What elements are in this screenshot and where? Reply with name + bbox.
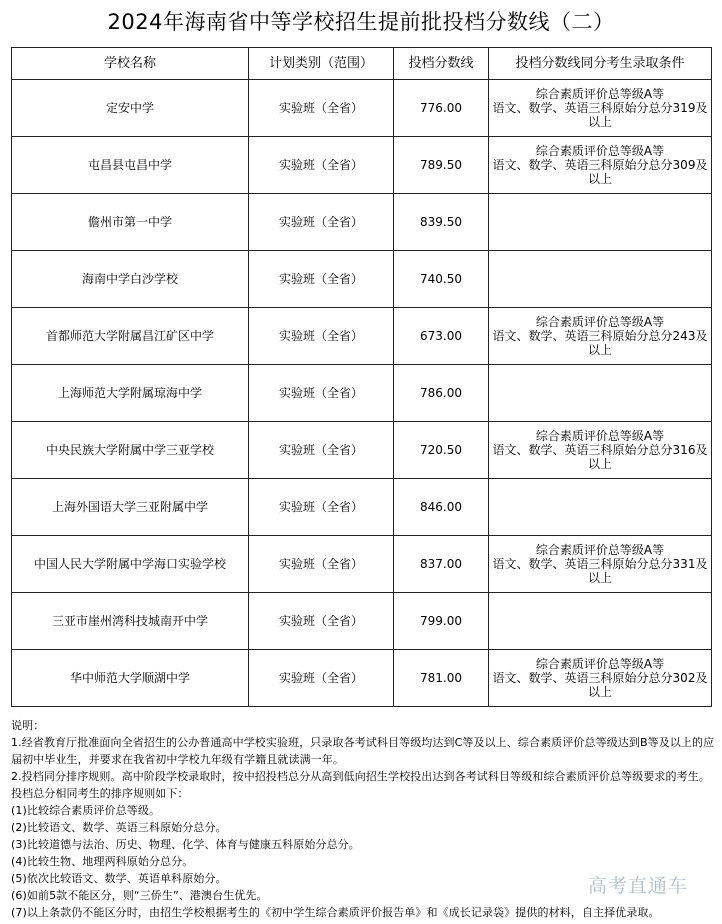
condition-cell [489,650,712,707]
table-row [12,593,712,650]
column-header-school: 学校名称 [12,48,249,80]
score-cell: 789.50 [394,137,489,194]
note-line: (6)如前5款不能区分，则“三侨生”、港澳台生优先。 [11,889,268,902]
school-name-cell: 中央民族大学附属中学三亚学校 [12,422,249,479]
condition-cell [489,365,712,422]
watermark-text: 高考直通车 [588,875,689,897]
school-name-cell: 华中师范大学顺湖中学 [12,650,249,707]
note-line: 2.投档同分排序规则。高中阶段学校录取时，按中招投档总分从高到低向招生学校投出达到各考试科目等级和综合素质评价总等级要求的考生。投档总分相同考生的排序规则如下： [11,770,710,800]
plan-type-cell: 实验班（全省） [249,593,394,650]
note-line: (2)比较语文、数学、英语三科原始分总分。 [11,821,227,834]
admission-score-table [11,47,712,707]
score-cell: 786.00 [394,365,489,422]
school-name-cell: 上海外国语大学三亚附属中学 [12,479,249,536]
plan-type-cell: 实验班（全省） [249,137,394,194]
plan-type-cell: 实验班（全省） [249,422,394,479]
notes-heading: 说明： [11,719,45,732]
score-cell: 837.00 [394,536,489,593]
plan-type-cell: 实验班（全省） [249,479,394,536]
school-name-cell: 三亚市崖州湾科技城南开中学 [12,593,249,650]
condition-line-1: 综合素质评价总等级A等 [535,144,665,158]
table-row [12,422,712,479]
condition-cell [489,194,712,251]
table-row [12,650,712,707]
condition-cell [489,593,712,650]
condition-line-2: 语文、数学、英语三科原始分总分309及以上 [492,158,708,186]
page-title: 2024年海南省中等学校招生提前批投档分数线（二） [107,10,615,34]
condition-line-2: 语文、数学、英语三科原始分总分302及以上 [492,671,708,699]
condition-line-2: 语文、数学、英语三科原始分总分331及以上 [492,557,708,585]
school-name-cell: 中国人民大学附属中学海口实验学校 [12,536,249,593]
condition-cell [489,536,712,593]
note-line: (1)比较综合素质评价总等级。 [11,804,161,817]
column-header-condition: 投档分数线同分考生录取条件 [489,48,712,80]
table-row [12,194,712,251]
condition-cell [489,422,712,479]
plan-type-cell: 实验班（全省） [249,650,394,707]
note-line: (4)比较生物、地理两科原始分总分。 [11,855,194,868]
condition-cell [489,479,712,536]
condition-line-1: 综合素质评价总等级A等 [535,315,665,329]
school-name-cell: 儋州市第一中学 [12,194,249,251]
table-row [12,479,712,536]
table-row [12,308,712,365]
score-cell: 799.00 [394,593,489,650]
plan-type-cell: 实验班（全省） [249,365,394,422]
plan-type-cell: 实验班（全省） [249,251,394,308]
condition-line-2: 语文、数学、英语三科原始分总分243及以上 [492,329,708,357]
note-line: (7)以上条款仍不能区分时，由招生学校根据考生的《初中学生综合素质评价报告单》和《成长记录袋》提供的材料，自主择优录取。 [11,906,660,919]
score-cell: 846.00 [394,479,489,536]
school-name-cell: 首都师范大学附属昌江矿区中学 [12,308,249,365]
table-header-row [12,48,712,80]
table-row [12,137,712,194]
table-row [12,365,712,422]
plan-type-cell: 实验班（全省） [249,536,394,593]
note-line: (5)依次比较语文、数学、英语单科原始分。 [11,872,227,885]
school-name-cell: 屯昌县屯昌中学 [12,137,249,194]
condition-line-2: 语文、数学、英语三科原始分总分316及以上 [492,443,708,471]
table-row [12,80,712,137]
condition-line-1: 综合素质评价总等级A等 [535,657,665,671]
score-cell: 781.00 [394,650,489,707]
plan-type-cell: 实验班（全省） [249,308,394,365]
score-cell: 720.50 [394,422,489,479]
table-row [12,536,712,593]
condition-cell [489,137,712,194]
score-cell: 839.50 [394,194,489,251]
score-cell: 673.00 [394,308,489,365]
condition-cell [489,308,712,365]
plan-type-cell: 实验班（全省） [249,80,394,137]
table-row [12,251,712,308]
column-header-plan: 计划类别（范围） [249,48,394,80]
score-cell: 740.50 [394,251,489,308]
note-line: (3)比较道德与法治、历史、物理、化学、体育与健康五科原始分总分。 [11,838,360,851]
plan-type-cell: 实验班（全省） [249,194,394,251]
table-body [12,80,712,707]
score-cell: 776.00 [394,80,489,137]
school-name-cell: 海南中学白沙学校 [12,251,249,308]
condition-line-1: 综合素质评价总等级A等 [535,543,665,557]
condition-line-2: 语文、数学、英语三科原始分总分319及以上 [492,101,708,129]
condition-cell [489,80,712,137]
school-name-cell: 上海师范大学附属琼海中学 [12,365,249,422]
note-line: 1.经省教育厅批准面向全省招生的公办普通高中学校实验班，只录取各考试科目等级均达到C等及以上、综合素质评价总等级达到B等及以上的应届初中毕业生，并要求在我省初中学校九年级有学籍且就读满一年。 [11,736,715,766]
column-header-score: 投档分数线 [394,48,489,80]
condition-line-1: 综合素质评价总等级A等 [535,429,665,443]
condition-line-1: 综合素质评价总等级A等 [535,87,665,101]
school-name-cell: 定安中学 [12,80,249,137]
condition-cell [489,251,712,308]
